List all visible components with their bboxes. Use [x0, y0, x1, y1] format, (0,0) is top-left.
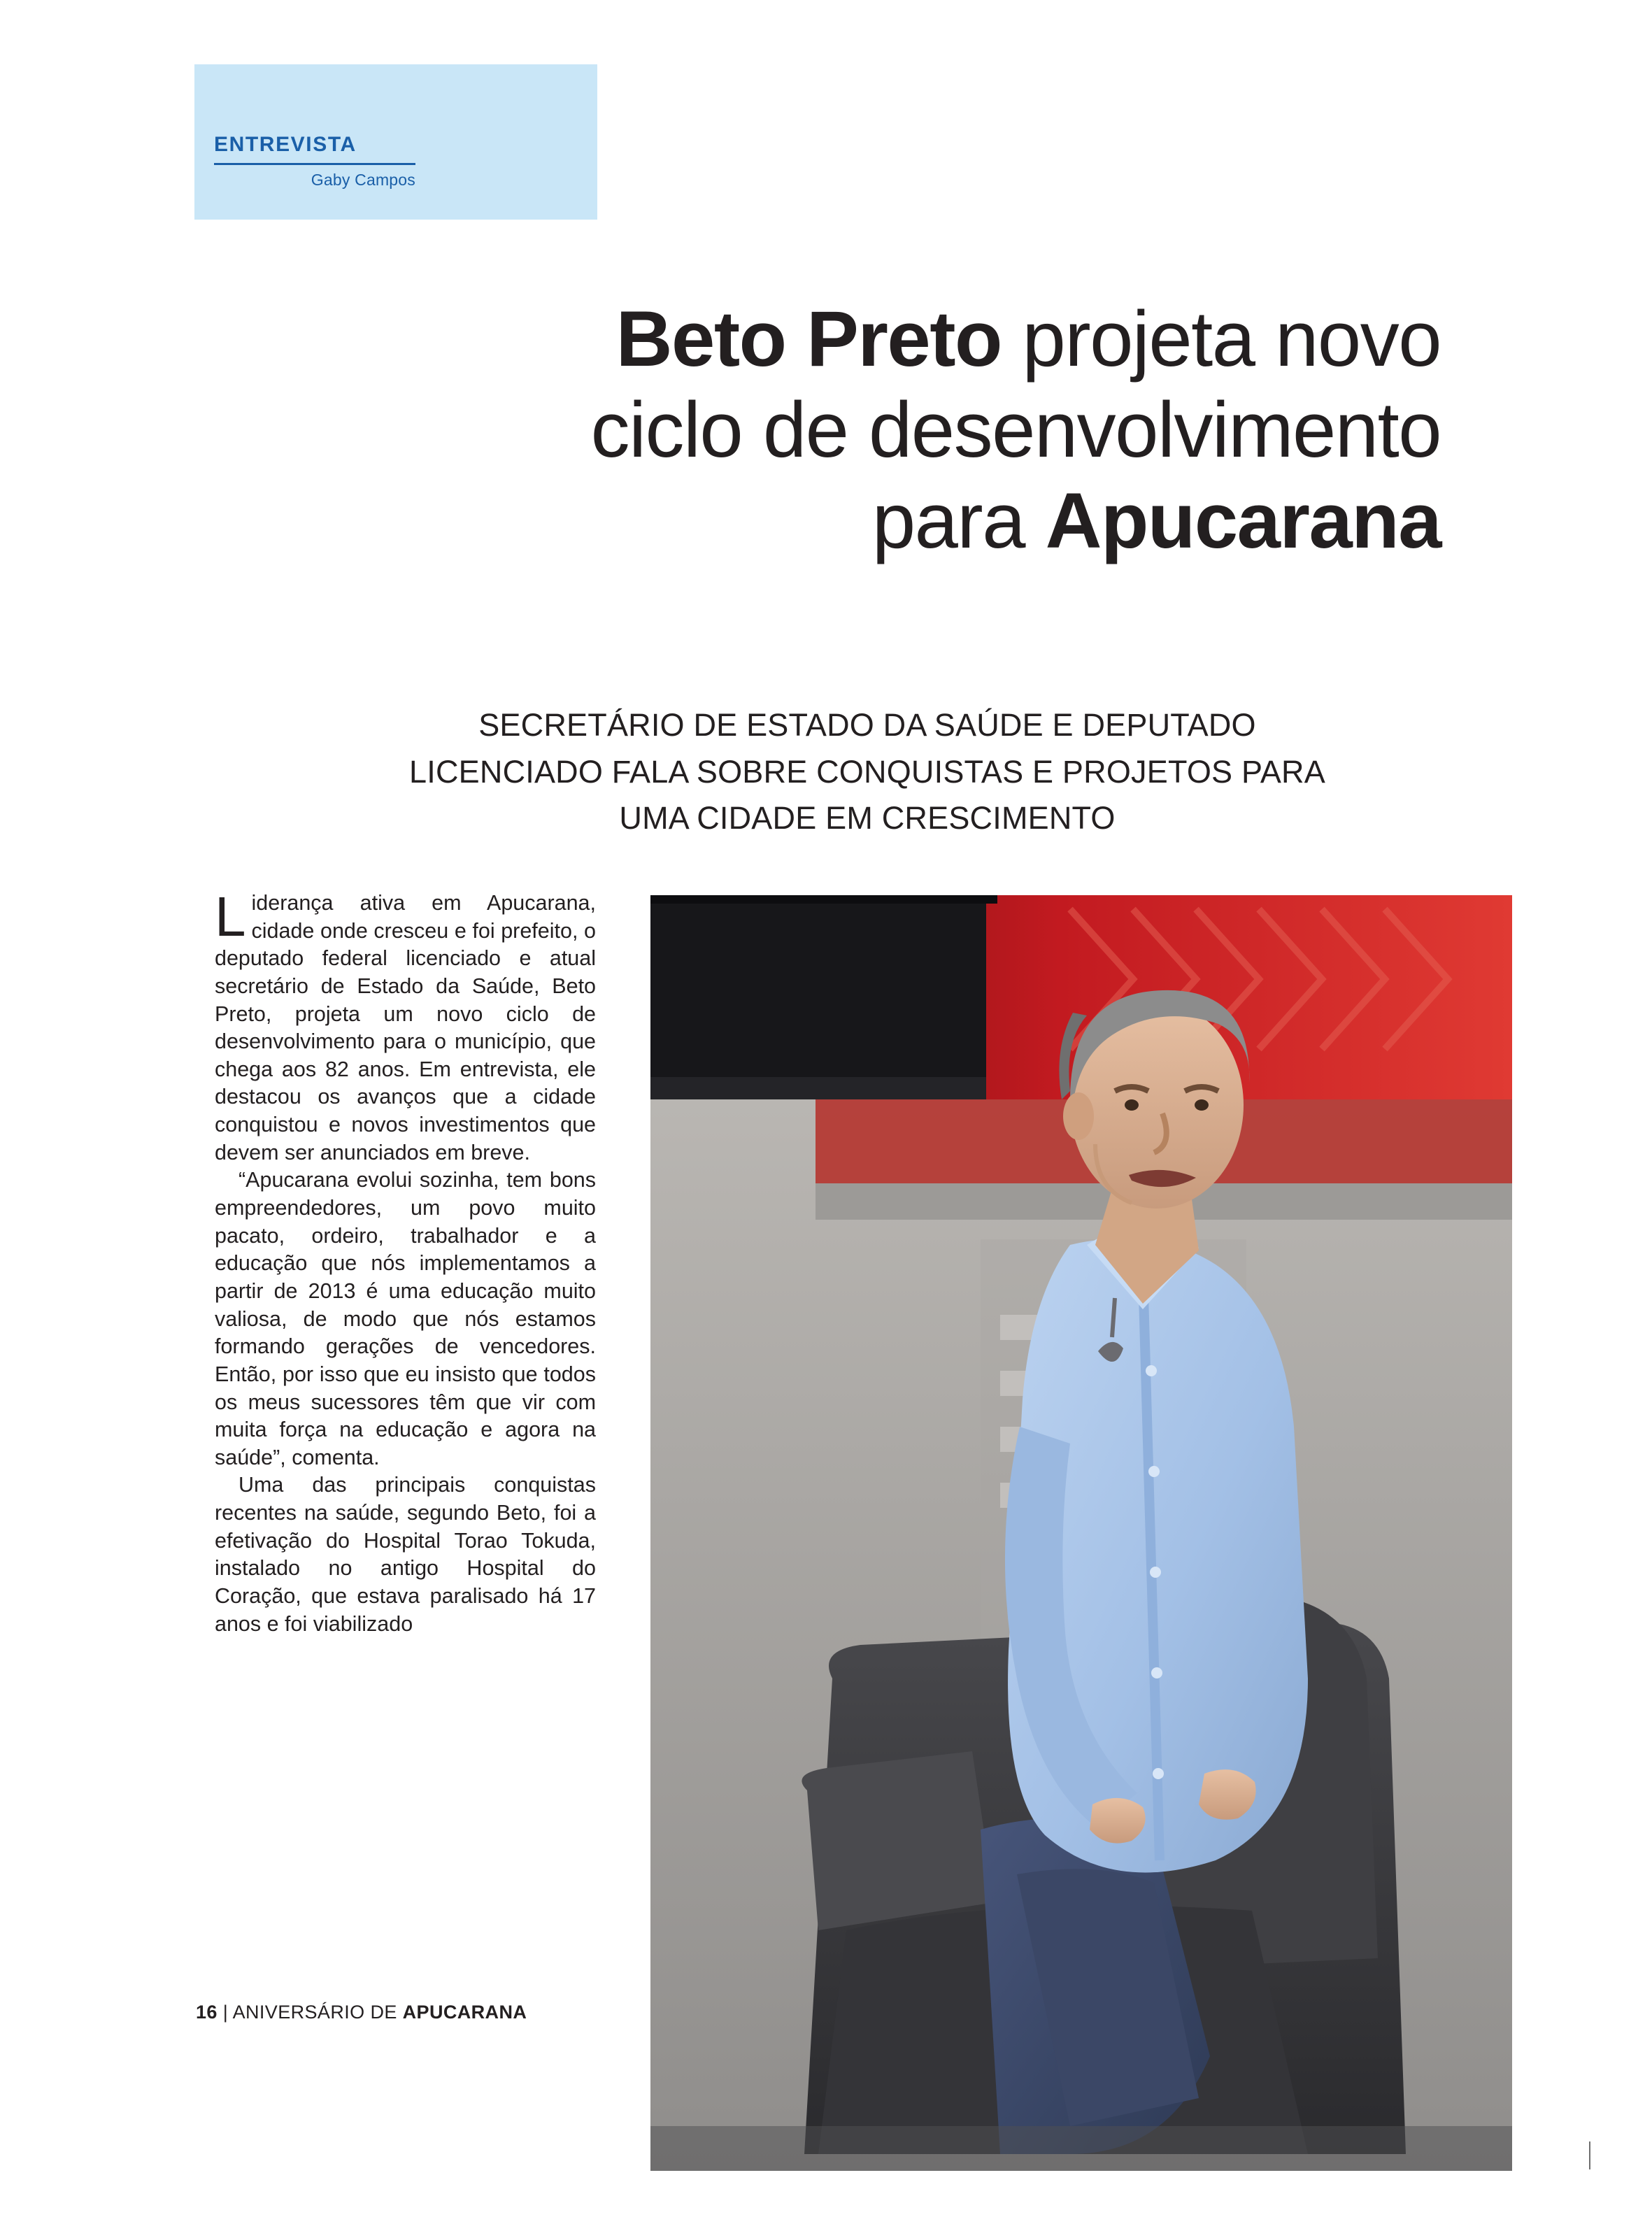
photo-illustration	[650, 895, 1512, 2171]
footer-separator: |	[222, 2002, 229, 2023]
body-paragraph-2: “Apucarana evolui sozinha, tem bons empreendedores, um povo muito pacato, ordeiro, trabalhador e a educação que nós implementamos a partir de 2013 é uma educação muito valiosa, de modo que nós estamos formando gerações de vencedores. Então, por isso que eu insisto que todos os meus sucessores têm que vir com muita força na educação e agora na saúde”, comenta.	[215, 1168, 596, 1469]
headline-line-3	[210, 476, 1441, 566]
footer-label-light: ANIVERSÁRIO DE	[232, 2002, 403, 2023]
deck-line-2: LICENCIADO FALA SOBRE CONQUISTAS E PROJETOS PARA	[409, 753, 1325, 790]
footer-label-bold: APUCARANA	[402, 2002, 527, 2023]
page-title	[210, 294, 1441, 566]
section-kicker: ENTREVISTA	[214, 133, 357, 156]
headline-line-3-rest: para	[871, 476, 1046, 564]
section-byline: Gaby Campos	[311, 171, 415, 189]
deck-line-1: SECRETÁRIO DE ESTADO DA SAÚDE E DEPUTADO	[478, 707, 1256, 743]
headline-bold-name: Beto Preto	[615, 295, 1002, 383]
drop-cap: L	[215, 885, 246, 948]
section-rule	[214, 163, 415, 165]
page-footer	[196, 2002, 527, 2023]
article-photo	[650, 895, 1512, 2171]
page-edge-mark	[1589, 2141, 1590, 2169]
page-deck	[294, 702, 1441, 842]
body-paragraph-1	[215, 885, 596, 1167]
headline-line-1	[210, 294, 1441, 385]
body-paragraph-3: Uma das principais conquistas recentes na saúde, segundo Beto, foi a efetivação do Hospital Torao Tokuda, instalado no antigo Hospital do Coração, que estava paralisado há 17 anos e foi viabilizado	[215, 1473, 596, 1636]
article-body-column	[215, 885, 596, 1638]
deck-line-3: UMA CIDADE EM CRESCIMENTO	[619, 800, 1116, 836]
body-paragraph-1-text: iderança ativa em Apucarana, cidade onde cresceu e foi prefeito, o deputado federal licenciado e atual secretário de Estado da Saúde, Beto Preto, projeta um novo ciclo de desenvolvimento para o município, que chega aos 82 anos. Em entrevista, ele destacou os avanços que a cidade conquistou e novos investimentos que devem ser anunciados em breve.	[215, 891, 596, 1164]
headline-line-1-rest: projeta novo	[1001, 295, 1441, 383]
headline-bold-city: Apucarana	[1045, 476, 1441, 564]
headline-line-2: ciclo de desenvolvimento	[590, 385, 1441, 473]
page-number: 16	[196, 2002, 218, 2023]
